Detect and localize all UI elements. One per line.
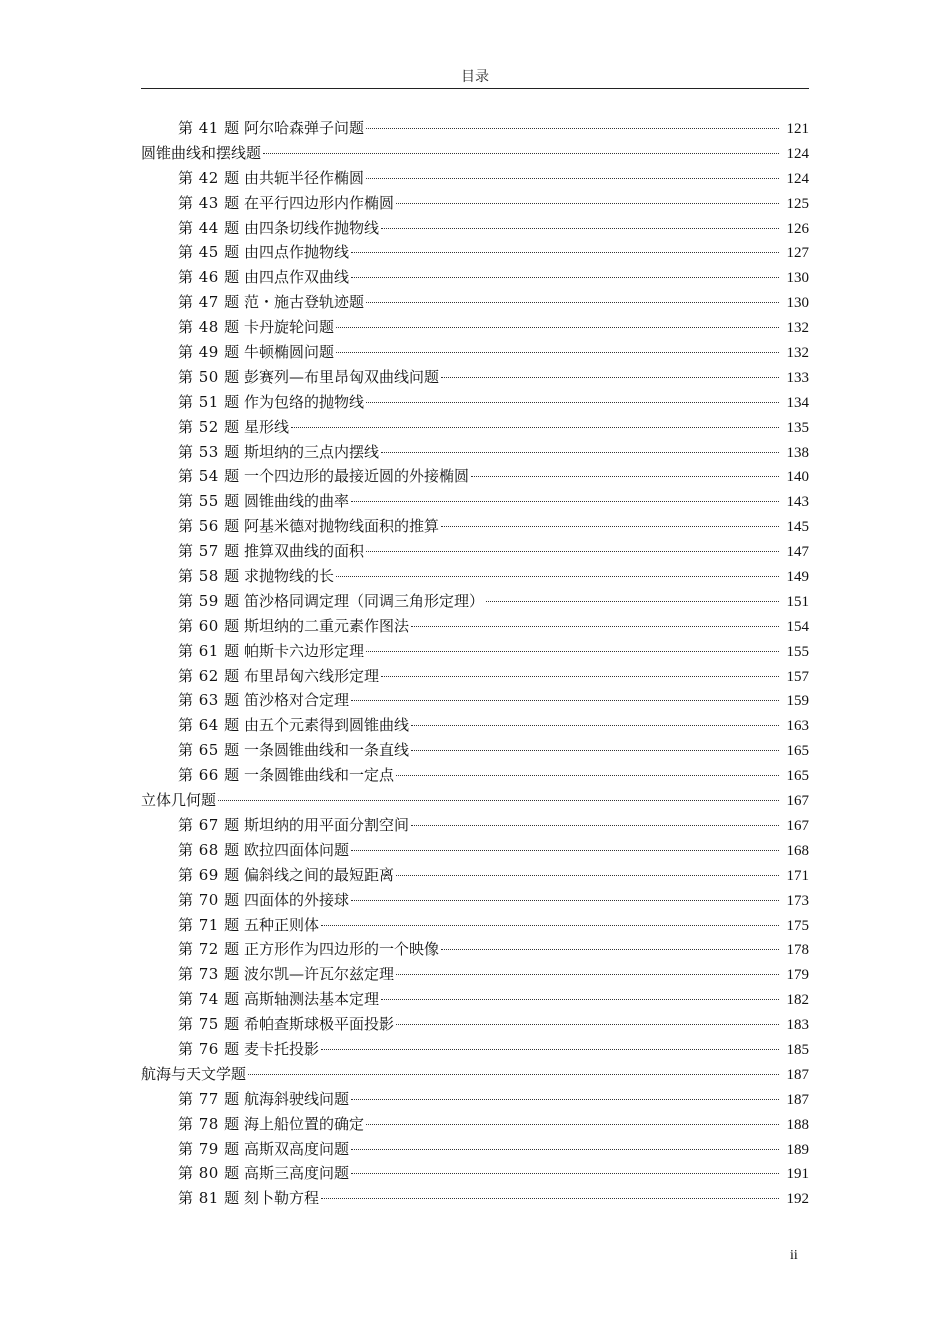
toc-entry[interactable] [141, 614, 809, 639]
toc-entry-number: 第 47 题 [178, 293, 240, 312]
toc-entry-title: 立体几何题 [141, 791, 217, 810]
toc-entry-title: 阿基米德对抛物线面积的推算 [244, 517, 440, 536]
toc-entry-number: 第 64 题 [178, 716, 240, 735]
dot-leader [336, 576, 779, 577]
toc-entry-number: 第 81 题 [178, 1189, 240, 1208]
toc-entry[interactable] [141, 688, 809, 713]
toc-entry-title: 高斯三高度问题 [244, 1164, 350, 1183]
toc-entry-number: 第 71 题 [178, 915, 240, 934]
toc-entry-page: 121 [786, 121, 809, 137]
dot-leader [321, 925, 779, 926]
toc-entry-number: 第 44 题 [178, 218, 240, 237]
toc-entry-title: 星形线 [244, 417, 290, 436]
toc-entry-title: 推算双曲线的面积 [244, 542, 365, 561]
toc-entry-page: 133 [786, 369, 809, 386]
toc-entry-page: 149 [786, 569, 809, 586]
toc-entry-number: 第 78 题 [178, 1114, 240, 1133]
toc-entry-page: 134 [786, 394, 809, 411]
toc-entry-page: 185 [786, 1041, 809, 1058]
toc-entry-title: 圆锥曲线和摆线题 [141, 143, 262, 162]
toc-entry-number: 第 75 题 [178, 1015, 240, 1034]
toc-entry[interactable] [141, 564, 809, 589]
toc-entry-title: 笛沙格对合定理 [244, 691, 350, 710]
dot-leader [291, 427, 779, 428]
dot-leader [441, 377, 779, 378]
toc-entry-number: 第 49 题 [178, 343, 240, 362]
toc-entry-page: 125 [786, 195, 809, 212]
dot-leader [366, 302, 779, 303]
toc-entry-page: 124 [786, 170, 809, 187]
table-of-contents [141, 116, 809, 1211]
toc-entry-title: 阿尔哈森弹子问题 [244, 119, 365, 137]
toc-entry[interactable] [141, 1087, 809, 1112]
toc-entry-page: 165 [786, 743, 809, 760]
dot-leader [248, 1074, 779, 1075]
toc-entry-title: 卡丹旋轮问题 [244, 318, 335, 337]
toc-entry-number: 第 51 题 [178, 392, 240, 411]
toc-section-heading[interactable] [141, 788, 809, 813]
toc-entry-page: 187 [786, 1091, 809, 1108]
toc-entry-number: 第 62 题 [178, 666, 240, 685]
toc-entry[interactable] [141, 514, 809, 539]
dot-leader [411, 825, 779, 826]
toc-entry[interactable] [141, 1161, 809, 1186]
toc-entry-page: 145 [786, 519, 809, 536]
toc-entry-page: 157 [786, 668, 809, 685]
dot-leader [263, 153, 779, 154]
toc-entry-title: 波尔凯—许瓦尔兹定理 [244, 965, 395, 984]
dot-leader [351, 700, 779, 701]
dot-leader [441, 526, 779, 527]
dot-leader [351, 252, 779, 253]
toc-entry[interactable] [141, 240, 809, 265]
dot-leader [381, 676, 779, 677]
toc-entry[interactable] [141, 265, 809, 290]
toc-entry-page: 130 [786, 295, 809, 312]
toc-entry-title: 希帕查斯球极平面投影 [244, 1015, 395, 1034]
toc-entry-page: 187 [786, 1066, 809, 1083]
toc-entry-title: 作为包络的抛物线 [244, 392, 365, 411]
toc-entry-title: 由四条切线作抛物线 [244, 218, 380, 237]
dot-leader [366, 178, 779, 179]
toc-entry-number: 第 63 题 [178, 691, 240, 710]
toc-entry-page: 132 [786, 320, 809, 337]
toc-entry[interactable] [141, 639, 809, 664]
toc-entry-page: 163 [786, 718, 809, 735]
dot-leader [351, 850, 779, 851]
toc-entry-page: 138 [786, 444, 809, 461]
dot-leader [336, 352, 779, 353]
toc-entry-page: 178 [786, 942, 809, 959]
toc-entry-page: 192 [786, 1191, 809, 1208]
dot-leader [381, 452, 779, 453]
dot-leader [396, 875, 779, 876]
toc-entry-page: 155 [786, 643, 809, 660]
toc-entry[interactable] [141, 539, 809, 564]
toc-entry-title: 偏斜线之间的最短距离 [244, 865, 395, 884]
dot-leader [366, 551, 779, 552]
toc-entry-title: 一条圆锥曲线和一条直线 [244, 741, 410, 760]
header-rule [141, 88, 809, 89]
toc-entry-title: 航海斜驶线问题 [244, 1089, 350, 1108]
dot-leader [351, 501, 779, 502]
toc-entry-title: 正方形作为四边形的一个映像 [244, 940, 440, 959]
toc-entry[interactable] [141, 315, 809, 340]
toc-entry[interactable] [141, 440, 809, 465]
dot-leader [351, 900, 779, 901]
toc-entry-number: 第 72 题 [178, 940, 240, 959]
dot-leader [396, 1024, 779, 1025]
toc-entry[interactable] [141, 340, 809, 365]
toc-entry-page: 173 [786, 892, 809, 909]
toc-entry[interactable] [141, 216, 809, 241]
toc-entry[interactable] [141, 1186, 809, 1211]
toc-entry-page: 168 [786, 842, 809, 859]
dot-leader [366, 128, 779, 129]
toc-entry[interactable] [141, 1037, 809, 1062]
toc-section-heading[interactable] [141, 1062, 809, 1087]
toc-entry-title: 航海与天文学题 [141, 1064, 247, 1083]
toc-entry-page: 182 [786, 992, 809, 1009]
toc-entry-title: 欧拉四面体问题 [244, 840, 350, 859]
toc-entry-title: 由五个元素得到圆锥曲线 [244, 716, 410, 735]
toc-entry[interactable] [141, 888, 809, 913]
toc-entry-number: 第 45 题 [178, 243, 240, 262]
dot-leader [321, 1198, 779, 1199]
toc-entry-title: 牛顿椭圆问题 [244, 343, 335, 362]
toc-entry-number: 第 52 题 [178, 417, 240, 436]
toc-entry-title: 圆锥曲线的曲率 [244, 492, 350, 511]
toc-entry-number: 第 80 题 [178, 1164, 240, 1183]
toc-entry[interactable] [141, 1012, 809, 1037]
toc-entry[interactable] [141, 913, 809, 938]
toc-entry-page: 167 [786, 817, 809, 834]
toc-entry-title: 彭赛列—布里昂匈双曲线问题 [244, 367, 440, 386]
dot-leader [366, 402, 779, 403]
toc-entry-number: 第 54 题 [178, 467, 240, 486]
toc-entry[interactable] [141, 116, 809, 141]
toc-entry-page: 183 [786, 1017, 809, 1034]
dot-leader [366, 1124, 779, 1125]
dot-leader [411, 626, 779, 627]
toc-entry-title: 笛沙格同调定理（同调三角形定理） [244, 591, 485, 610]
toc-entry-number: 第 79 题 [178, 1139, 240, 1158]
toc-entry-number: 第 55 题 [178, 492, 240, 511]
toc-entry[interactable] [141, 191, 809, 216]
toc-entry-page: 132 [786, 345, 809, 362]
toc-entry-title: 斯坦纳的二重元素作图法 [244, 616, 410, 635]
toc-entry-title: 由共轭半径作椭圆 [244, 168, 365, 187]
toc-entry[interactable] [141, 589, 809, 614]
toc-entry-title: 帕斯卡六边形定理 [244, 641, 365, 660]
toc-entry-page: 167 [786, 793, 809, 810]
dot-leader [486, 601, 779, 602]
dot-leader [351, 1173, 779, 1174]
toc-entry[interactable] [141, 1137, 809, 1162]
toc-entry[interactable] [141, 1112, 809, 1137]
dot-leader [471, 476, 779, 477]
toc-entry-number: 第 77 题 [178, 1089, 240, 1108]
dot-leader [396, 775, 779, 776]
toc-entry-page: 143 [786, 494, 809, 511]
toc-entry[interactable] [141, 290, 809, 315]
toc-entry-page: 135 [786, 419, 809, 436]
toc-entry-number: 第 58 题 [178, 567, 240, 586]
toc-entry-title: 求抛物线的长 [244, 567, 335, 586]
toc-entry-title: 五种正则体 [244, 915, 320, 934]
dot-leader [366, 651, 779, 652]
dot-leader [396, 974, 779, 975]
dot-leader [351, 1149, 779, 1150]
toc-entry-title: 高斯轴测法基本定理 [244, 990, 380, 1009]
toc-entry-number: 第 74 题 [178, 990, 240, 1009]
toc-entry-number: 第 43 题 [178, 193, 240, 212]
toc-entry-title: 一条圆锥曲线和一定点 [244, 766, 395, 785]
toc-entry-number: 第 67 题 [178, 815, 240, 834]
toc-entry[interactable] [141, 365, 809, 390]
toc-entry-page: 165 [786, 768, 809, 785]
toc-entry-number: 第 65 题 [178, 741, 240, 760]
toc-entry-title: 一个四边形的最接近圆的外接椭圆 [244, 467, 470, 486]
toc-entry-page: 126 [786, 220, 809, 237]
toc-entry-page: 124 [786, 145, 809, 162]
toc-entry-title: 海上船位置的确定 [244, 1114, 365, 1133]
toc-entry[interactable] [141, 415, 809, 440]
dot-leader [351, 277, 779, 278]
toc-entry-title: 范・施古登轨迹题 [244, 293, 365, 312]
toc-entry-number: 第 68 题 [178, 840, 240, 859]
toc-entry-number: 第 46 题 [178, 268, 240, 287]
page-header-title: 目录 [461, 69, 489, 85]
toc-entry-number: 第 42 题 [178, 168, 240, 187]
toc-entry-page: 151 [786, 593, 809, 610]
toc-entry-title: 在平行四边形内作椭圆 [244, 193, 395, 212]
dot-leader [381, 228, 779, 229]
toc-entry-page: 179 [786, 967, 809, 984]
toc-entry-title: 由四点作抛物线 [244, 243, 350, 262]
toc-entry-title: 斯坦纳的三点内摆线 [244, 442, 380, 461]
toc-entry-page: 188 [786, 1116, 809, 1133]
toc-entry[interactable] [141, 738, 809, 763]
toc-entry-number: 第 70 题 [178, 890, 240, 909]
toc-entry-page: 140 [786, 469, 809, 486]
toc-entry-number: 第 60 题 [178, 616, 240, 635]
toc-entry-number: 第 69 题 [178, 865, 240, 884]
page-number: ii [790, 1248, 798, 1263]
toc-entry-page: 130 [786, 270, 809, 287]
toc-entry-number: 第 59 题 [178, 591, 240, 610]
toc-entry-number: 第 56 题 [178, 517, 240, 536]
dot-leader [218, 800, 779, 801]
toc-entry-number: 第 50 题 [178, 367, 240, 386]
toc-entry-title: 麦卡托投影 [244, 1039, 320, 1058]
toc-entry-title: 四面体的外接球 [244, 890, 350, 909]
toc-entry-page: 127 [786, 245, 809, 262]
toc-entry-page: 189 [786, 1141, 809, 1158]
toc-entry-number: 第 53 题 [178, 442, 240, 461]
dot-leader [381, 999, 779, 1000]
toc-entry[interactable] [141, 664, 809, 689]
toc-entry-number: 第 66 题 [178, 766, 240, 785]
dot-leader [441, 949, 779, 950]
dot-leader [396, 203, 779, 204]
toc-entry-title: 刻卜勒方程 [244, 1189, 320, 1208]
toc-entry-title: 高斯双高度问题 [244, 1139, 350, 1158]
toc-entry-title: 斯坦纳的用平面分割空间 [244, 815, 410, 834]
toc-entry[interactable] [141, 166, 809, 191]
toc-entry-number: 第 57 题 [178, 542, 240, 561]
toc-entry[interactable] [141, 987, 809, 1012]
toc-entry-number: 第 41 题 [178, 119, 240, 137]
toc-entry[interactable] [141, 962, 809, 987]
dot-leader [411, 750, 779, 751]
toc-entry-page: 175 [786, 917, 809, 934]
toc-entry-page: 191 [786, 1166, 809, 1183]
toc-entry[interactable] [141, 713, 809, 738]
dot-leader [411, 725, 779, 726]
toc-entry-number: 第 61 题 [178, 641, 240, 660]
toc-entry[interactable] [141, 863, 809, 888]
toc-entry-number: 第 76 题 [178, 1039, 240, 1058]
dot-leader [351, 1099, 779, 1100]
toc-entry[interactable] [141, 763, 809, 788]
toc-entry-title: 由四点作双曲线 [244, 268, 350, 287]
toc-entry-page: 154 [786, 618, 809, 635]
toc-entry[interactable] [141, 937, 809, 962]
dot-leader [336, 327, 779, 328]
toc-section-heading[interactable] [141, 141, 809, 166]
toc-entry[interactable] [141, 813, 809, 838]
toc-entry-page: 147 [786, 544, 809, 561]
toc-entry-page: 159 [786, 693, 809, 710]
toc-entry[interactable] [141, 838, 809, 863]
toc-entry[interactable] [141, 489, 809, 514]
toc-entry[interactable] [141, 464, 809, 489]
dot-leader [321, 1049, 779, 1050]
toc-entry-number: 第 73 题 [178, 965, 240, 984]
toc-entry[interactable] [141, 390, 809, 415]
toc-entry-number: 第 48 题 [178, 318, 240, 337]
toc-entry-title: 布里昂匈六线形定理 [244, 666, 380, 685]
toc-entry-page: 171 [786, 867, 809, 884]
